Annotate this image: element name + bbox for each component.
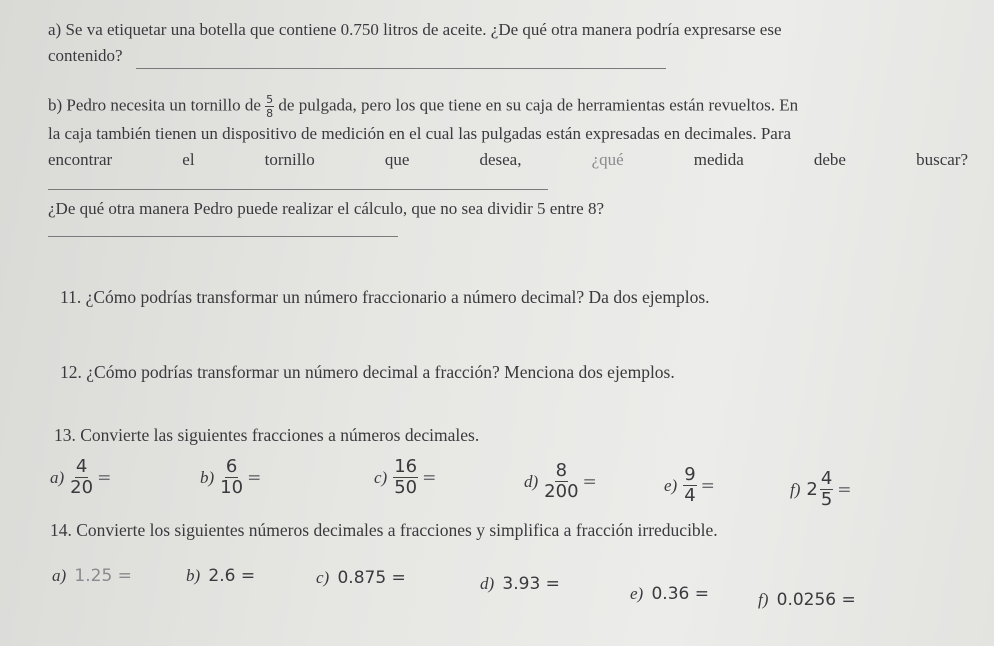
fraction-numerator: 8 bbox=[555, 460, 568, 481]
q13-item-e bbox=[664, 466, 715, 505]
part-a-line2: contenido? bbox=[48, 46, 123, 65]
fraction bbox=[820, 470, 833, 509]
item-label: e) bbox=[664, 475, 678, 495]
decimal-value: 1.25 = bbox=[74, 566, 132, 586]
equals-sign: = bbox=[247, 467, 262, 488]
item-label: f) bbox=[758, 590, 769, 609]
question-11: 11. ¿Cómo podrías transformar un número fraccionario a número decimal? Da dos ejemplos. bbox=[60, 287, 710, 307]
fraction-denominator: 10 bbox=[220, 477, 244, 498]
fraction-numerator: 16 bbox=[394, 456, 418, 477]
q13-item-b bbox=[200, 458, 261, 497]
decimal-value: 0.0256 = bbox=[776, 590, 856, 610]
fraction-numerator: 4 bbox=[75, 456, 88, 477]
fraction bbox=[544, 462, 578, 501]
q14-item-d bbox=[480, 574, 560, 594]
item-label: d) bbox=[524, 471, 539, 491]
part-b-line1-start: b) Pedro necesita un tornillo de bbox=[48, 95, 261, 115]
answer-line-a[interactable] bbox=[136, 68, 666, 69]
word: buscar? bbox=[916, 150, 968, 169]
equals-sign: = bbox=[582, 471, 597, 492]
question-14-title: 14. Convierte los siguientes números decimales a fracciones y simplifica a fracción irreducible. bbox=[50, 520, 718, 540]
fraction-denominator: 4 bbox=[684, 485, 696, 506]
fraction bbox=[70, 458, 93, 497]
item-label: c) bbox=[374, 467, 388, 487]
question-13-title: 13. Convierte las siguientes fracciones a números decimales. bbox=[54, 425, 480, 445]
q13-item-c bbox=[374, 458, 436, 497]
fraction-numerator: 5 bbox=[266, 93, 274, 106]
decimal-value: 2.6 = bbox=[208, 566, 256, 586]
word: el bbox=[182, 150, 195, 169]
q14-item-b bbox=[186, 566, 255, 586]
fraction-denominator: 8 bbox=[266, 107, 274, 120]
part-b-line1 bbox=[48, 94, 798, 119]
item-label: f) bbox=[790, 479, 801, 499]
fraction bbox=[393, 458, 418, 497]
mixed-whole: 2 bbox=[806, 479, 818, 500]
fraction-denominator: 200 bbox=[544, 481, 579, 502]
item-label: b) bbox=[186, 566, 201, 585]
fraction-numerator: 6 bbox=[225, 456, 238, 477]
word: debe bbox=[813, 150, 846, 169]
q14-item-e bbox=[630, 584, 709, 604]
part-a-line1: a) Se va etiquetar una botella que contiene 0.750 litros de aceite. ¿De qué otra manera podría expresarse ese bbox=[48, 20, 782, 39]
part-b-line1-end: de pulgada, pero los que tiene en su caja de herramientas están revueltos. En bbox=[278, 95, 799, 115]
word: medida bbox=[693, 150, 744, 169]
answer-line-b1[interactable] bbox=[48, 189, 548, 190]
q13-item-a bbox=[50, 458, 111, 497]
question-12: 12. ¿Cómo podrías transformar un número decimal a fracción? Menciona dos ejemplos. bbox=[60, 362, 675, 382]
decimal-value: 3.93 = bbox=[502, 574, 560, 594]
item-label: d) bbox=[480, 574, 495, 593]
word: ¿qué bbox=[591, 150, 624, 169]
word: desea, bbox=[479, 150, 522, 169]
fraction bbox=[683, 466, 696, 505]
answer-line-b2[interactable] bbox=[48, 236, 398, 237]
equals-sign: = bbox=[837, 479, 852, 500]
word: tornillo bbox=[264, 150, 315, 169]
part-b-line4: ¿De qué otra manera Pedro puede realizar el cálculo, que no sea dividir 5 entre 8? bbox=[48, 199, 605, 218]
part-b-line2: la caja también tienen un dispositivo de medición en el cual las pulgadas están expresadas en decimales. Para bbox=[48, 124, 792, 143]
fraction bbox=[220, 458, 243, 497]
fraction-numerator: 9 bbox=[684, 464, 696, 485]
fraction-five-eighths bbox=[265, 94, 274, 119]
q14-item-c bbox=[316, 568, 406, 588]
part-b-line3 bbox=[48, 150, 968, 170]
item-label: a) bbox=[52, 566, 67, 585]
q14-item-f bbox=[758, 590, 856, 610]
equals-sign: = bbox=[422, 467, 437, 488]
q13-item-f bbox=[790, 470, 852, 509]
equals-sign: = bbox=[97, 467, 112, 488]
item-label: b) bbox=[200, 467, 215, 487]
item-label: c) bbox=[316, 568, 330, 587]
decimal-value: 0.36 = bbox=[651, 584, 709, 604]
item-label: e) bbox=[630, 584, 644, 603]
fraction-numerator: 4 bbox=[820, 468, 833, 489]
q14-item-a bbox=[52, 566, 132, 586]
q13-item-d bbox=[524, 462, 597, 501]
fraction-denominator: 50 bbox=[394, 477, 418, 498]
word: encontrar bbox=[48, 150, 113, 169]
fraction-denominator: 5 bbox=[820, 489, 833, 510]
word: que bbox=[384, 150, 410, 169]
fraction-denominator: 20 bbox=[70, 477, 94, 498]
decimal-value: 0.875 = bbox=[337, 568, 406, 588]
item-label: a) bbox=[50, 467, 65, 487]
equals-sign: = bbox=[700, 475, 715, 496]
